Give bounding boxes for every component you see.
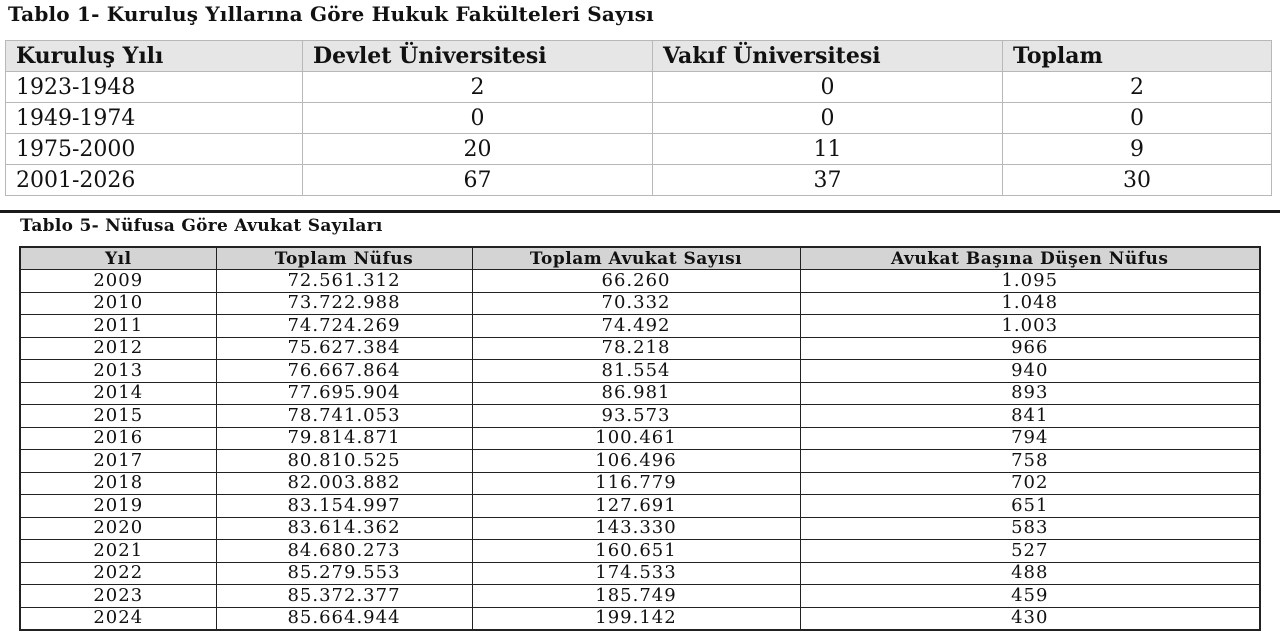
total-population-cell: 80.810.525: [216, 450, 472, 473]
population-per-lawyer-cell: 583: [800, 517, 1260, 540]
year-cell: 2024: [20, 607, 216, 630]
table-row: [20, 540, 1260, 563]
table-row: [6, 103, 1272, 134]
state-university-cell: 2: [303, 72, 653, 103]
year-cell: 2015: [20, 405, 216, 428]
total-lawyers-cell: 93.573: [472, 405, 800, 428]
total-population-cell: 83.154.997: [216, 495, 472, 518]
population-per-lawyer-cell: 1.095: [800, 270, 1260, 293]
year-cell: 2016: [20, 427, 216, 450]
table-row: [20, 360, 1260, 383]
total-lawyers-cell: 86.981: [472, 382, 800, 405]
total-lawyers-cell: 185.749: [472, 585, 800, 608]
foundation-university-cell: 0: [653, 103, 1003, 134]
total-population-cell: 83.614.362: [216, 517, 472, 540]
total-population-cell: 78.741.053: [216, 405, 472, 428]
total-lawyers-cell: 81.554: [472, 360, 800, 383]
table-row: [20, 450, 1260, 473]
table-row: [6, 72, 1272, 103]
population-per-lawyer-cell: 702: [800, 472, 1260, 495]
table-row: [20, 337, 1260, 360]
population-per-lawyer-cell: 430: [800, 607, 1260, 630]
total-cell: 2: [1003, 72, 1272, 103]
year-cell: 2010: [20, 292, 216, 315]
year-cell: 2017: [20, 450, 216, 473]
total-population-cell: 76.667.864: [216, 360, 472, 383]
year-cell: 2014: [20, 382, 216, 405]
table1-header-row: [6, 41, 1272, 72]
total-population-cell: 85.664.944: [216, 607, 472, 630]
year-cell: 2018: [20, 472, 216, 495]
foundation-university-cell: 0: [653, 72, 1003, 103]
table-row: [20, 292, 1260, 315]
col-header-foundation-university: Vakıf Üniversitesi: [653, 41, 1003, 72]
year-cell: 2020: [20, 517, 216, 540]
col-header-year: Yıl: [20, 247, 216, 270]
population-per-lawyer-cell: 966: [800, 337, 1260, 360]
table2-header-row: [20, 247, 1260, 270]
table-row: [20, 517, 1260, 540]
total-cell: 30: [1003, 165, 1272, 196]
total-population-cell: 72.561.312: [216, 270, 472, 293]
total-population-cell: 82.003.882: [216, 472, 472, 495]
total-lawyers-cell: 127.691: [472, 495, 800, 518]
table1-title: Tablo 1- Kuruluş Yıllarına Göre Hukuk Fakülteleri Sayısı: [8, 2, 654, 26]
total-cell: 0: [1003, 103, 1272, 134]
population-per-lawyer-cell: 459: [800, 585, 1260, 608]
table-row: [20, 405, 1260, 428]
state-university-cell: 67: [303, 165, 653, 196]
population-per-lawyer-cell: 488: [800, 562, 1260, 585]
foundation-university-cell: 37: [653, 165, 1003, 196]
population-per-lawyer-cell: 651: [800, 495, 1260, 518]
total-population-cell: 77.695.904: [216, 382, 472, 405]
col-header-founding-year: Kuruluş Yılı: [6, 41, 303, 72]
total-population-cell: 85.279.553: [216, 562, 472, 585]
year-cell: 2013: [20, 360, 216, 383]
col-header-population-per-lawyer: Avukat Başına Düşen Nüfus: [800, 247, 1260, 270]
total-lawyers-cell: 199.142: [472, 607, 800, 630]
population-per-lawyer-cell: 1.048: [800, 292, 1260, 315]
population-per-lawyer-cell: 758: [800, 450, 1260, 473]
year-cell: 2011: [20, 315, 216, 338]
total-population-cell: 74.724.269: [216, 315, 472, 338]
total-lawyers-cell: 70.332: [472, 292, 800, 315]
total-cell: 9: [1003, 134, 1272, 165]
table2-title: Tablo 5- Nüfusa Göre Avukat Sayıları: [20, 216, 383, 236]
table-row: [20, 382, 1260, 405]
col-header-state-university: Devlet Üniversitesi: [303, 41, 653, 72]
total-population-cell: 79.814.871: [216, 427, 472, 450]
foundation-university-cell: 11: [653, 134, 1003, 165]
table-row: [20, 562, 1260, 585]
year-cell: 2021: [20, 540, 216, 563]
table-row: [6, 165, 1272, 196]
population-per-lawyer-cell: 1.003: [800, 315, 1260, 338]
state-university-cell: 20: [303, 134, 653, 165]
founding-year-cell: 1975-2000: [6, 134, 303, 165]
year-cell: 2023: [20, 585, 216, 608]
founding-year-cell: 1923-1948: [6, 72, 303, 103]
table-row: [20, 585, 1260, 608]
total-population-cell: 84.680.273: [216, 540, 472, 563]
total-population-cell: 75.627.384: [216, 337, 472, 360]
faculty-count-table: [5, 40, 1272, 196]
total-lawyers-cell: 106.496: [472, 450, 800, 473]
total-lawyers-cell: 74.492: [472, 315, 800, 338]
table-row: [6, 134, 1272, 165]
table-row: [20, 315, 1260, 338]
col-header-total: Toplam: [1003, 41, 1272, 72]
total-population-cell: 85.372.377: [216, 585, 472, 608]
population-per-lawyer-cell: 940: [800, 360, 1260, 383]
founding-year-cell: 1949-1974: [6, 103, 303, 134]
year-cell: 2022: [20, 562, 216, 585]
state-university-cell: 0: [303, 103, 653, 134]
table-row: [20, 607, 1260, 630]
total-lawyers-cell: 143.330: [472, 517, 800, 540]
table-row: [20, 427, 1260, 450]
total-lawyers-cell: 174.533: [472, 562, 800, 585]
lawyer-count-table: [19, 246, 1261, 631]
founding-year-cell: 2001-2026: [6, 165, 303, 196]
total-lawyers-cell: 160.651: [472, 540, 800, 563]
total-lawyers-cell: 116.779: [472, 472, 800, 495]
section-divider: [0, 210, 1280, 213]
population-per-lawyer-cell: 794: [800, 427, 1260, 450]
year-cell: 2009: [20, 270, 216, 293]
year-cell: 2012: [20, 337, 216, 360]
table-row: [20, 270, 1260, 293]
year-cell: 2019: [20, 495, 216, 518]
total-lawyers-cell: 100.461: [472, 427, 800, 450]
total-lawyers-cell: 78.218: [472, 337, 800, 360]
total-lawyers-cell: 66.260: [472, 270, 800, 293]
col-header-total-lawyers: Toplam Avukat Sayısı: [472, 247, 800, 270]
total-population-cell: 73.722.988: [216, 292, 472, 315]
population-per-lawyer-cell: 893: [800, 382, 1260, 405]
population-per-lawyer-cell: 527: [800, 540, 1260, 563]
table-row: [20, 472, 1260, 495]
table-row: [20, 495, 1260, 518]
col-header-total-population: Toplam Nüfus: [216, 247, 472, 270]
population-per-lawyer-cell: 841: [800, 405, 1260, 428]
